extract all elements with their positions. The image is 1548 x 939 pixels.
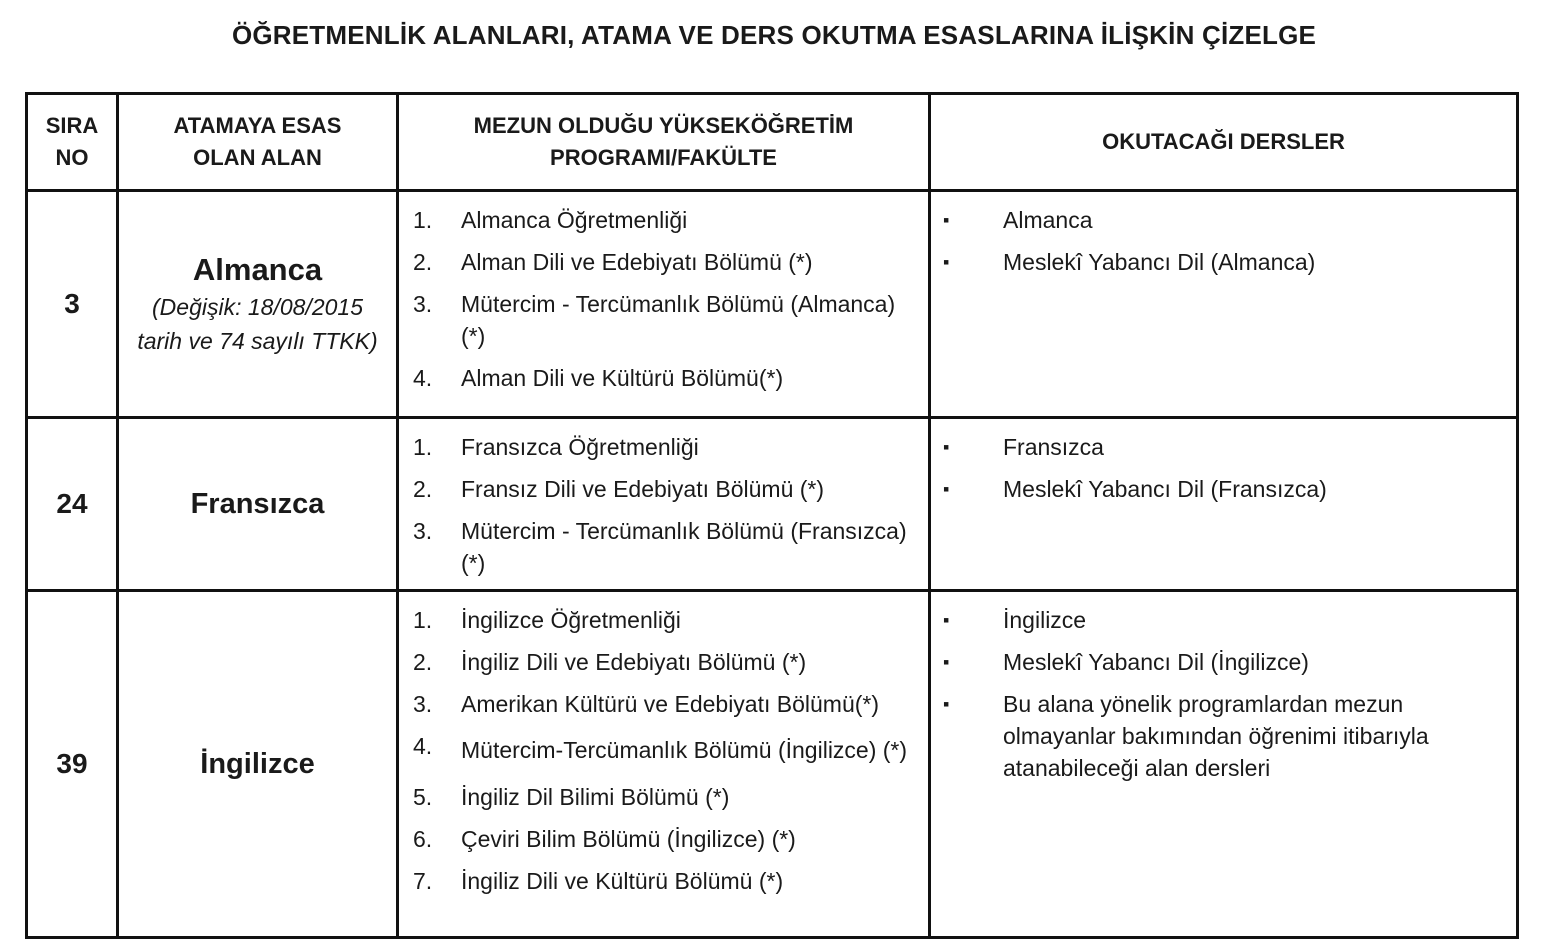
bullet-icon: ▪ [943, 694, 950, 714]
course-item: ▪ Meslekî Yabancı Dil (İngilizce) [931, 646, 1516, 678]
program-cell [398, 418, 930, 591]
field-change-note: (Değişik: 18/08/2015 tarih ve 74 sayılı TTKK) [137, 294, 378, 354]
header-courses: OKUTACAĞI DERSLER [930, 94, 1518, 191]
program-cell [398, 191, 930, 418]
program-item: 6. Çeviri Bilim Bölümü (İngilizce) (*) [413, 826, 796, 852]
program-list [399, 604, 928, 897]
field-cell [118, 591, 398, 938]
course-item: ▪ Almanca [931, 204, 1516, 236]
program-list [399, 204, 928, 394]
course-item: ▪ Meslekî Yabancı Dil (Fransızca) [931, 473, 1516, 505]
program-item: 7. İngiliz Dili ve Kültürü Bölümü (*) [413, 868, 784, 894]
program-item: 3. Mütercim - Tercümanlık Bölümü (Almanca) (*) [413, 291, 896, 349]
bullet-icon: ▪ [943, 610, 950, 630]
table-header-row [27, 94, 1518, 191]
field-name: İngilizce [200, 748, 315, 780]
header-field: ATAMAYA ESAS OLAN ALAN [118, 94, 398, 191]
row-number: 39 [27, 591, 118, 938]
program-item: 1. Almanca Öğretmenliği [413, 207, 688, 233]
table-row [27, 591, 1518, 938]
document-title: ÖĞRETMENLİK ALANLARI, ATAMA VE DERS OKUTMA ESASLARINA İLİŞKİN ÇİZELGE [231, 20, 1317, 50]
bullet-icon: ▪ [943, 437, 950, 457]
header-sira-no: SIRA NO [27, 94, 118, 191]
course-list [931, 204, 1516, 278]
bullet-icon: ▪ [943, 252, 950, 272]
table-row [27, 418, 1518, 591]
course-item: ▪ İngilizce [931, 604, 1516, 636]
bullet-icon: ▪ [943, 479, 950, 499]
course-item: ▪ Bu alana yönelik programlardan mezun olmayanlar bakımından öğrenimi itibarıyla atanabileceği alan dersleri [931, 688, 1516, 784]
course-list [931, 431, 1516, 505]
courses-cell [930, 418, 1518, 591]
program-cell [398, 591, 930, 938]
program-list [399, 431, 928, 579]
table-row [27, 191, 1518, 418]
program-item: 4. Mütercim-Tercümanlık Bölümü (İngilizce) (*) [413, 733, 908, 763]
program-item: 3. Amerikan Kültürü ve Edebiyatı Bölümü(*) [413, 691, 880, 717]
program-item: 2. İngiliz Dili ve Edebiyatı Bölümü (*) [413, 649, 807, 675]
row-number: 3 [27, 191, 118, 418]
program-item: 2. Fransız Dili ve Edebiyatı Bölümü (*) [413, 476, 825, 502]
field-cell [118, 418, 398, 591]
program-item: 4. Alman Dili ve Kültürü Bölümü(*) [413, 365, 784, 391]
course-item: ▪ Fransızca [931, 431, 1516, 463]
program-item: 5. İngiliz Dil Bilimi Bölümü (*) [413, 784, 730, 810]
assignment-table [25, 92, 1519, 939]
bullet-icon: ▪ [943, 210, 950, 230]
program-item: 1. İngilizce Öğretmenliği [413, 607, 681, 633]
course-item: ▪ Meslekî Yabancı Dil (Almanca) [931, 246, 1516, 278]
field-name: Fransızca [190, 488, 325, 520]
program-item: 1. Fransızca Öğretmenliği [413, 434, 699, 460]
courses-cell [930, 191, 1518, 418]
courses-cell [930, 591, 1518, 938]
row-number: 24 [27, 418, 118, 591]
field-name: Almanca [192, 252, 323, 287]
field-cell [118, 191, 398, 418]
bullet-icon: ▪ [943, 652, 950, 672]
course-list [931, 604, 1516, 784]
program-item: 2. Alman Dili ve Edebiyatı Bölümü (*) [413, 249, 813, 275]
header-program: MEZUN OLDUĞU YÜKSEKÖĞRETİM PROGRAMI/FAKÜLTE [398, 94, 930, 191]
program-item: 3. Mütercim - Tercümanlık Bölümü (Fransızca) (*) [413, 518, 907, 576]
